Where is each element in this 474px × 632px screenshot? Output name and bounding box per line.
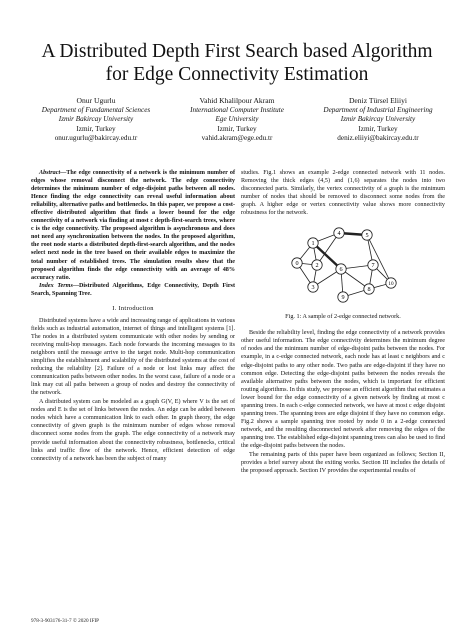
author-email: onur.ugurlu@bakircay.edu.tr [54, 134, 138, 143]
author-city: Izmir, Turkey [76, 124, 116, 133]
title-line-2: for Edge Connectivity Estimation [105, 64, 369, 85]
author-name: Deniz Türsel Eliiyi [348, 96, 408, 105]
author-univ: Ege University [215, 115, 259, 124]
graph-node-label-7: 7 [371, 262, 375, 270]
right-paragraph-1: Beside the reliability level, finding the edge connectivity of a network provides other useful information. The edge connectivity determines the minimum degree of nodes and the minimum number of edge-disjoint paths between the nodes. For example, in a c-edge connected network, each node has at least c neighbors and c edge-disjoint paths to any other node. Two paths are edge-disjoint if they have no common edge. Detecting the edge-disjoint paths between the nodes reveals the available alternative paths between the nodes, which is important for efficient routing algorithms. In this study, we propose an efficient algorithm that estimates a lower bound for the edge connectivity of a given network by finding at most c spanning trees. In each c-edge connected network, we have at most c edge disjoint spanning trees. The spanning trees are edge disjoint if they have no common edge. Fig.2 shows a sample spanning tree rooted by node 0 in a 2-edge connected network, and the resulting disconnected network after removing the edges of the spanning tree. The established edge-disjoint spanning trees can also be used to find the edge-disjoint paths between the nodes. [241, 330, 446, 449]
intro-paragraph-1: Distributed systems have a wide and increasing range of applications in various fields such as industrial automation, internet of things and intelligent systems [1]. The nodes in a distributed system communicate with other nodes by sending or receiving multi-hop messages. Each node forwards the incoming messages to its neighbors until the message arrive to the target node. Multi-hop communication simplifies the establishment and scalability of the distributed systems at the cost of reducing the reliability [2]. Failure of a node or lost links may affect the communication paths between other nodes. In the worst case, failure of a node or a link may cut all paths between a group of nodes and destroy the connectivity of the network. [31, 317, 235, 397]
index-terms [31, 282, 235, 298]
left-column [31, 169, 235, 463]
copyright-footer: 978-3-903176-31-7 © 2020 IFIP [31, 618, 100, 624]
author-dept: International Computer Institute [190, 105, 284, 114]
abstract-text: —The edge connectivity of a network is the minimum number of edges whose removal disconnect the network. The edge connectivity determines the minimum number of edge-disjoint paths between all nodes. Hence finding the edge connectivity can reveal useful information about reliability, alternative paths and bottlenecks. In this paper, we propose a cost-effective distributed algorithm that finds a lower bound for the edge connectivity of a network via finding at most c depth-first-search trees, where c is the edge connectivity. The proposed algorithm is asynchronous and does not need any synchronization between the nodes. In the proposed algorithm, the root node starts a distributed depth-first-search algorithm, and the nodes select next node in the tree based on their available edges to maximize the total number of established trees. The simulation results show that the proposed algorithm finds the edge connectivity with an average of 48% accuracy ratio. [31, 170, 235, 281]
right-column [241, 169, 445, 475]
author-3 [303, 96, 453, 144]
author-dept: Department of Fundamental Sciences [41, 105, 151, 114]
author-2 [162, 96, 312, 144]
index-terms-text: —Distributed Algorithms, Edge Connectivity, Depth First Search, Spanning Tree. [31, 282, 235, 297]
network-graph [287, 221, 399, 307]
graph-node-label-6: 6 [339, 266, 343, 274]
graph-node-label-10: 10 [388, 281, 394, 288]
abstract-label: Abstract [39, 170, 61, 176]
author-name: Vahid Khalilpour Akram [199, 96, 275, 105]
index-terms-label: Index Terms [39, 282, 73, 289]
author-1 [21, 96, 171, 144]
author-dept: Department of Industrial Engineering [323, 105, 433, 114]
author-city: Izmir, Turkey [217, 124, 257, 133]
author-name: Onur Ugurlu [76, 96, 116, 105]
edge-5-10 [367, 235, 391, 283]
paper-title [0, 40, 474, 86]
author-email: vahid.akram@ege.edu.tr [201, 134, 273, 143]
graph-node-label-2: 2 [315, 262, 319, 270]
graph-node-label-0: 0 [295, 260, 299, 268]
graph-node-label-8: 8 [367, 286, 371, 294]
figure-caption: Fig. 1: A sample of 2-edge connected network. [285, 313, 401, 321]
abstract [31, 169, 235, 282]
author-email: deniz.eliiyi@bakircay.edu.tr [337, 134, 419, 143]
author-univ: Izmir Bakircay University [58, 115, 134, 124]
graph-node-label-3: 3 [311, 284, 315, 292]
author-univ: Izmir Bakircay University [340, 115, 416, 124]
section-heading-introduction: I. Introduction [112, 304, 154, 312]
right-paragraph-top: studies. Fig.1 shows an example 2-edge connected network with 11 nodes. Removing the thick edges (4,5) and (1,6) separates the nodes into two disconnected parts. Similarly, the vertex connectivity of a graph is the minimum number of nodes that should be removed to disconnect some nodes from the graph. A higher edge or vertex connectivity value shows more connectivity robustness for the network. [241, 170, 445, 217]
graph-node-label-4: 4 [337, 230, 341, 238]
intro-paragraph-2: A distributed system can be modeled as a graph G(V, E) where V is the set of nodes and E is the set of links between the nodes. An edge can be added between nodes which have a communication link to each other. In graph theory, the edge connectivity of given graph is the minimum number of edges whose removal disconnect some nodes from the graph. The edge connectivity of a network may provide useful information about the connectivity robustness, bottlenecks, critical links and traffic flow of the network. Hence, efficient detection of edge connectivity of a network has been the subject of many [31, 399, 235, 462]
right-paragraph-2: The remaining parts of this paper have been organized as follows; Section II, provides a brief survey about the exiting works. Section III includes the details of the proposed approach. Section IV provides the experimental results of [241, 452, 445, 475]
graph-node-label-1: 1 [311, 240, 315, 248]
author-city: Izmir, Turkey [358, 124, 398, 133]
graph-node-label-9: 9 [341, 294, 345, 302]
figure-1 [241, 221, 445, 307]
title-line-1: A Distributed Depth First Search based Algorithm [41, 41, 433, 62]
graph-node-label-5: 5 [365, 232, 369, 240]
